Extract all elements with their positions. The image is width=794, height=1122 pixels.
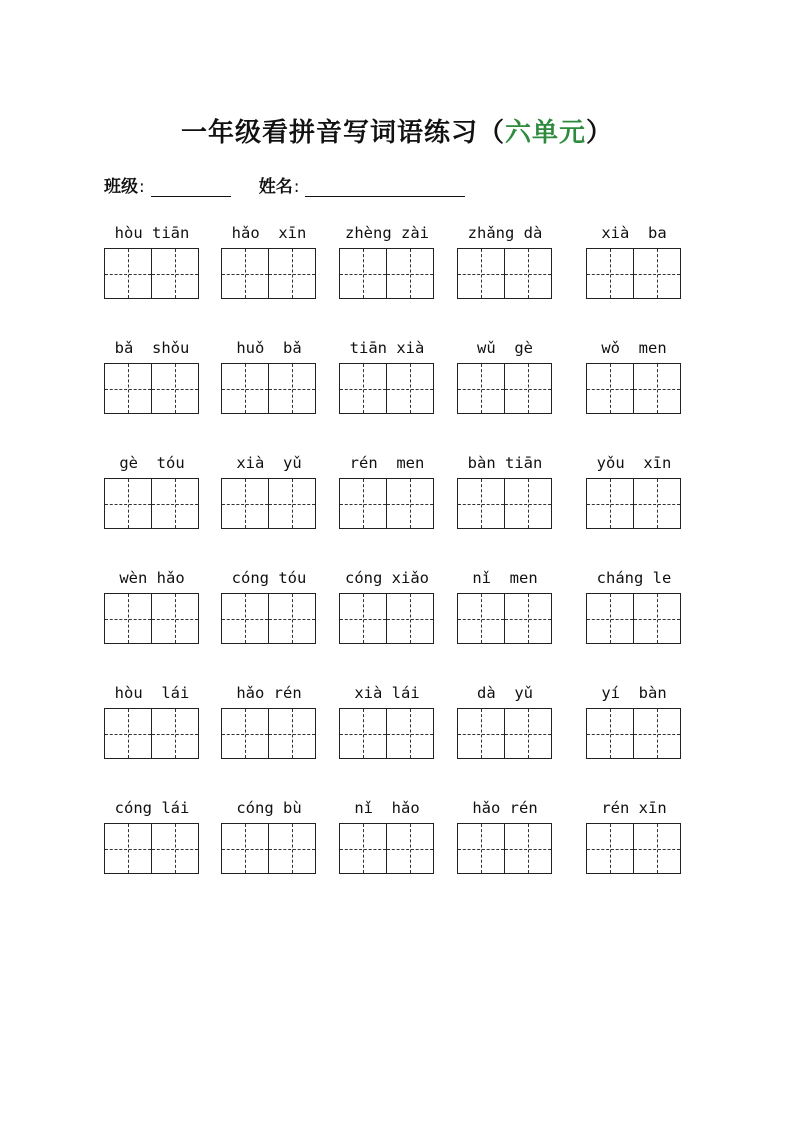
pinyin-label: hòu lái — [114, 684, 190, 702]
writing-grid — [221, 478, 316, 529]
pinyin-label: hòu tiān — [114, 224, 190, 242]
tianzige-cell[interactable] — [269, 708, 316, 759]
writing-grid — [339, 363, 434, 414]
tianzige-cell[interactable] — [457, 593, 505, 644]
class-blank[interactable] — [151, 178, 231, 197]
tianzige-cell[interactable] — [152, 823, 199, 874]
tianzige-cell[interactable] — [152, 248, 199, 299]
tianzige-cell[interactable] — [505, 478, 552, 529]
tianzige-cell[interactable] — [339, 708, 387, 759]
pinyin-label: wǒ men — [601, 339, 667, 357]
pinyin-label: cóng lái — [114, 799, 190, 817]
writing-grid — [104, 478, 199, 529]
pinyin-label: hǎo rén — [472, 799, 538, 817]
tianzige-cell[interactable] — [505, 593, 552, 644]
writing-grid — [457, 248, 552, 299]
writing-grid — [339, 593, 434, 644]
tianzige-cell[interactable] — [339, 478, 387, 529]
pinyin-label: xià lái — [354, 684, 420, 702]
tianzige-cell[interactable] — [152, 363, 199, 414]
tianzige-cell[interactable] — [221, 708, 269, 759]
writing-grid — [339, 708, 434, 759]
writing-grid — [104, 248, 199, 299]
title-close: ） — [586, 118, 614, 148]
writing-grid — [104, 823, 199, 874]
writing-grid — [586, 248, 681, 299]
tianzige-cell[interactable] — [387, 478, 434, 529]
tianzige-cell[interactable] — [152, 708, 199, 759]
tianzige-cell[interactable] — [457, 248, 505, 299]
pinyin-label: bàn tiān — [467, 454, 543, 472]
writing-grid — [221, 593, 316, 644]
page-title — [0, 112, 794, 149]
tianzige-cell[interactable] — [104, 708, 152, 759]
pinyin-label: gè tóu — [119, 454, 185, 472]
pinyin-label: cóng bù — [236, 799, 302, 817]
tianzige-cell[interactable] — [152, 593, 199, 644]
tianzige-cell[interactable] — [586, 248, 634, 299]
tianzige-cell[interactable] — [104, 248, 152, 299]
writing-grid — [457, 363, 552, 414]
pinyin-label: cóng tóu — [231, 569, 307, 587]
tianzige-cell[interactable] — [505, 708, 552, 759]
tianzige-cell[interactable] — [634, 708, 681, 759]
writing-grid — [104, 363, 199, 414]
writing-grid — [221, 248, 316, 299]
writing-grid — [339, 248, 434, 299]
tianzige-cell[interactable] — [387, 823, 434, 874]
writing-grid — [339, 478, 434, 529]
tianzige-cell[interactable] — [269, 248, 316, 299]
pinyin-label: zhèng zài — [345, 224, 429, 242]
pinyin-label: dà yǔ — [477, 684, 533, 702]
class-colon: : — [139, 177, 145, 197]
tianzige-cell[interactable] — [634, 363, 681, 414]
tianzige-cell[interactable] — [387, 363, 434, 414]
class-label: 班级 — [104, 177, 138, 197]
tianzige-cell[interactable] — [104, 823, 152, 874]
pinyin-label: yí bàn — [601, 684, 667, 702]
tianzige-cell[interactable] — [104, 593, 152, 644]
tianzige-cell[interactable] — [457, 823, 505, 874]
writing-grid — [221, 708, 316, 759]
writing-grid — [586, 363, 681, 414]
tianzige-cell[interactable] — [457, 708, 505, 759]
writing-grid — [586, 593, 681, 644]
pinyin-label: tiān xià — [349, 339, 425, 357]
tianzige-cell[interactable] — [586, 363, 634, 414]
tianzige-cell[interactable] — [339, 593, 387, 644]
pinyin-label: huǒ bǎ — [236, 339, 302, 357]
tianzige-cell[interactable] — [387, 593, 434, 644]
tianzige-cell[interactable] — [269, 593, 316, 644]
tianzige-cell[interactable] — [221, 363, 269, 414]
tianzige-cell[interactable] — [586, 708, 634, 759]
pinyin-label: cháng le — [596, 569, 672, 587]
tianzige-cell[interactable] — [457, 363, 505, 414]
tianzige-cell[interactable] — [221, 823, 269, 874]
pinyin-label: xià yǔ — [236, 454, 302, 472]
tianzige-cell[interactable] — [104, 478, 152, 529]
name-blank[interactable] — [305, 178, 465, 197]
tianzige-cell[interactable] — [586, 823, 634, 874]
tianzige-cell[interactable] — [505, 363, 552, 414]
tianzige-cell[interactable] — [505, 248, 552, 299]
pinyin-label: nǐ men — [472, 569, 538, 587]
pinyin-label: rén men — [349, 454, 425, 472]
tianzige-cell[interactable] — [339, 823, 387, 874]
pinyin-label: bǎ shǒu — [114, 339, 190, 357]
writing-grid — [457, 593, 552, 644]
tianzige-cell[interactable] — [634, 478, 681, 529]
writing-grid — [457, 823, 552, 874]
student-info — [104, 172, 465, 197]
pinyin-label: cóng xiǎo — [345, 569, 429, 587]
tianzige-cell[interactable] — [634, 593, 681, 644]
pinyin-label: hǎo xīn — [231, 224, 307, 242]
tianzige-cell[interactable] — [634, 823, 681, 874]
tianzige-cell[interactable] — [387, 708, 434, 759]
tianzige-cell[interactable] — [387, 248, 434, 299]
pinyin-label: hǎo rén — [236, 684, 302, 702]
tianzige-cell[interactable] — [339, 248, 387, 299]
tianzige-cell[interactable] — [634, 248, 681, 299]
name-label: 姓名 — [258, 177, 293, 197]
tianzige-cell[interactable] — [586, 478, 634, 529]
tianzige-cell[interactable] — [269, 478, 316, 529]
pinyin-label: nǐ hǎo — [354, 799, 420, 817]
title-unit: 六单元 — [504, 118, 586, 148]
writing-grid — [104, 708, 199, 759]
writing-grid — [586, 823, 681, 874]
writing-grid — [457, 478, 552, 529]
pinyin-label: rén xīn — [601, 799, 667, 817]
tianzige-cell[interactable] — [586, 593, 634, 644]
writing-grid — [221, 363, 316, 414]
writing-grid — [586, 708, 681, 759]
tianzige-cell[interactable] — [269, 823, 316, 874]
pinyin-label: wèn hǎo — [119, 569, 185, 587]
tianzige-cell[interactable] — [221, 248, 269, 299]
tianzige-cell[interactable] — [221, 478, 269, 529]
tianzige-cell[interactable] — [339, 363, 387, 414]
pinyin-label: xià ba — [601, 224, 667, 242]
tianzige-cell[interactable] — [269, 363, 316, 414]
pinyin-label: zhǎng dà — [467, 224, 543, 242]
writing-grid — [221, 823, 316, 874]
writing-grid — [586, 478, 681, 529]
tianzige-cell[interactable] — [104, 363, 152, 414]
writing-grid — [457, 708, 552, 759]
tianzige-cell[interactable] — [505, 823, 552, 874]
tianzige-cell[interactable] — [152, 478, 199, 529]
writing-grid — [104, 593, 199, 644]
title-main: 一年级看拼音写词语练习（ — [180, 118, 505, 148]
writing-grid — [339, 823, 434, 874]
pinyin-label: yǒu xīn — [596, 454, 672, 472]
pinyin-label: wǔ gè — [477, 339, 533, 357]
tianzige-cell[interactable] — [221, 593, 269, 644]
tianzige-cell[interactable] — [457, 478, 505, 529]
name-colon: : — [293, 177, 300, 197]
